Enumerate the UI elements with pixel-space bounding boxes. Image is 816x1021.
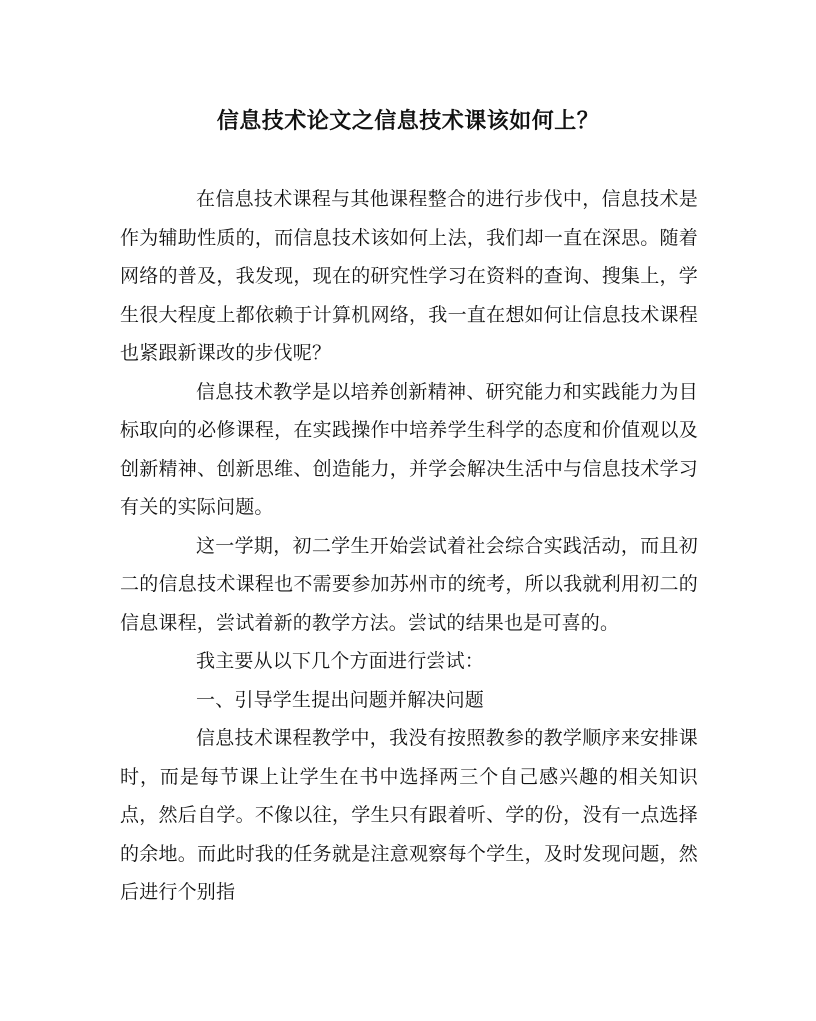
paragraph-4: 我主要从以下几个方面进行尝试： bbox=[196, 650, 485, 672]
paragraph-5: 信息技术课程教学中，我没有按照教参的教学顺序来安排课时，而是每节课上让学生在书中选择两三个自己感兴趣的相关知识点，然后自学。不像以往，学生只有跟着听、学的份，没有一点选择的余地。而此时我的任务就是注意观察每个学生，及时发现问题，然后进行个别指 bbox=[120, 727, 698, 903]
paragraph-3: 这一学期，初二学生开始尝试着社会综合实践活动，而且初二的信息技术课程也不需要参加苏州市的统考，所以我就利用初二的信息课程，尝试着新的教学方法。尝试的结果也是可喜的。 bbox=[120, 534, 698, 634]
paragraph-1: 在信息技术课程与其他课程整合的进行步伐中，信息技术是作为辅助性质的，而信息技术该如何上法，我们却一直在深思。随着网络的普及，我发现，现在的研究性学习在资料的查询、搜集上，学生很大程度上都依赖于计算机网络，我一直在想如何让信息技术课程也紧跟新课改的步伐呢？ bbox=[120, 188, 698, 364]
section-heading-1: 一、引导学生提出问题并解决问题 bbox=[196, 688, 485, 711]
document-body bbox=[120, 180, 698, 912]
document-title: 信息技术论文之信息技术课该如何上？ bbox=[216, 108, 600, 134]
paragraph-2: 信息技术教学是以培养创新精神、研究能力和实践能力为目标取向的必修课程，在实践操作中培养学生科学的态度和价值观以及创新精神、创新思维、创造能力，并学会解决生活中与信息技术学习有关的实际问题。 bbox=[120, 380, 698, 518]
